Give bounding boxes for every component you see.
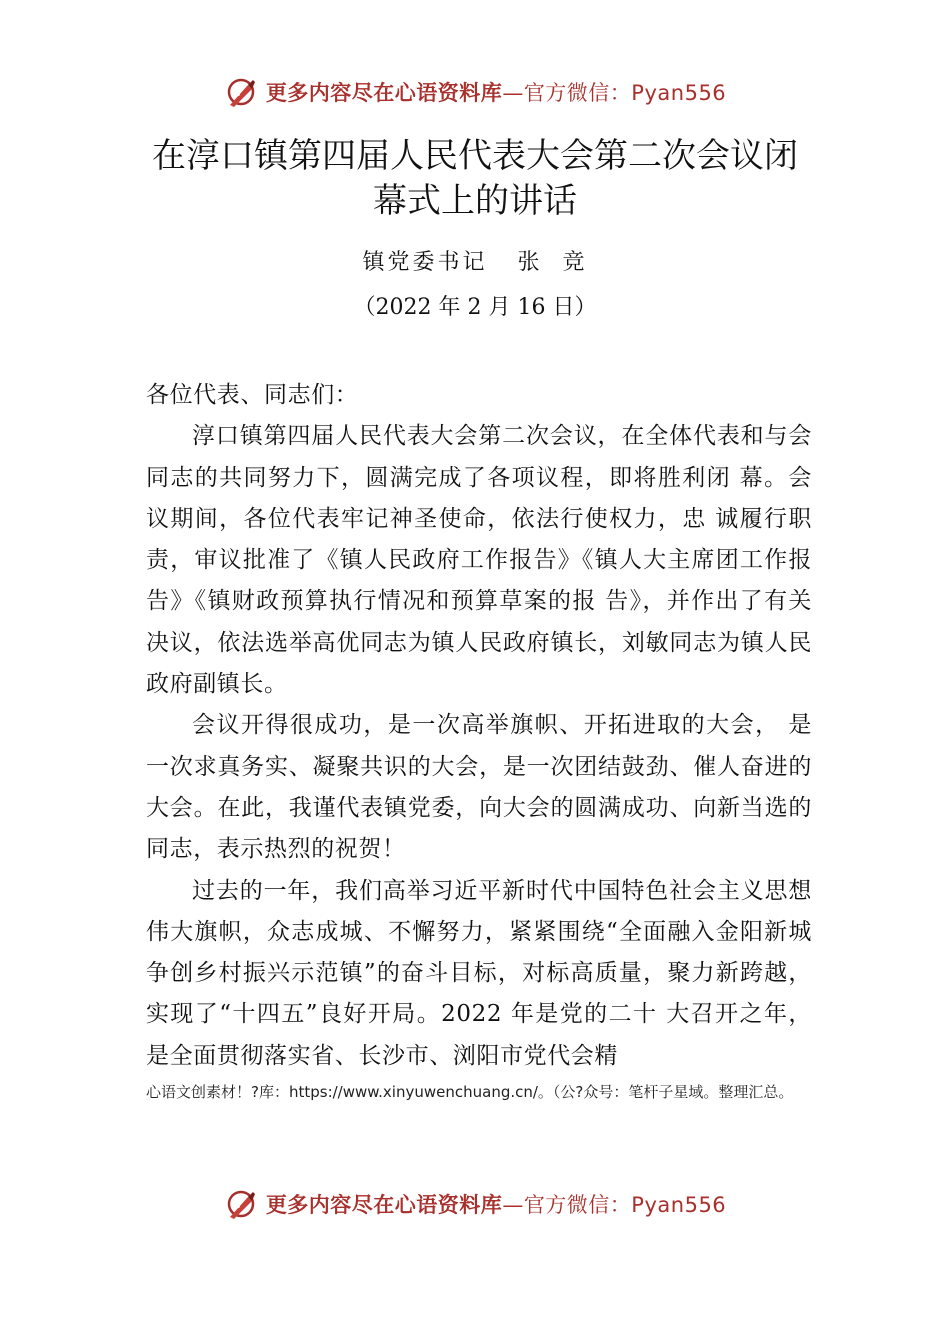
pen-logo-icon bbox=[224, 1187, 258, 1221]
body-paragraph: 淳口镇第四届人民代表大会第二次会议，在全体代表和与会同志的共同努力下，圆满完成了各项议程，即将胜利闭 幕。会议期间，各位代表牢记神圣使命，依法行使权力，忠 诚履行职责，审议批准了《镇人民政府工作报告》《镇人大主席团工作报告》《镇财政预算执行情况和预算草案的报 告》，并作出了有关决议，依法选举高优同志为镇人民政府镇长，刘敏同志为镇人民政府副镇长。 bbox=[146, 423, 812, 698]
document-date: （2022 年 2 月 16 日） bbox=[353, 295, 597, 320]
banner-separator: — bbox=[502, 1193, 524, 1217]
body-paragraph: 会议开得很成功，是一次高举旗帜、开拓进取的大会， 是一次求真务实、凝聚共识的大会，是一次团结鼓劲、催人奋进的大会。在此，我谨代表镇党委，向大会的圆满成功、向新当选的同志，表示热烈的祝贺！ bbox=[146, 712, 812, 863]
pen-logo-icon bbox=[224, 75, 258, 109]
banner-contact: 官方微信：Pyan556 bbox=[523, 81, 727, 105]
document-title: 在淳口镇第四届人民代表大会第二次会议闭幕式上的讲话 bbox=[152, 136, 798, 221]
footer-banner bbox=[0, 1182, 950, 1226]
body-paragraph: 过去的一年，我们高举习近平新时代中国特色社会主义思想伟大旗帜，众志成城、不懈努力，紧紧围绕“全面融入金阳新城 争创乡村振兴示范镇”的奋斗目标，对标高质量，聚力新跨越，实现了“十四五”良好开局。2022 年是党的二十 大召开之年，是全面贯彻落实省、长沙市、浏阳市党代会精 bbox=[146, 877, 812, 1069]
banner-separator: — bbox=[502, 81, 524, 105]
header-banner bbox=[0, 70, 950, 114]
banner-text bbox=[266, 77, 726, 107]
greeting: 各位代表、同志们： bbox=[146, 382, 359, 408]
banner-brand: 更多内容尽在心语资料库 bbox=[265, 81, 503, 105]
banner-text bbox=[266, 1189, 726, 1219]
source-note: 心语文创素材！?库：https://www.xinyuwenchuang.cn/。（公?众号：笔杆子星域。整理汇总。 bbox=[146, 1083, 794, 1101]
banner-contact: 官方微信：Pyan556 bbox=[523, 1193, 727, 1217]
document-body bbox=[146, 375, 812, 1077]
banner-brand: 更多内容尽在心语资料库 bbox=[265, 1193, 503, 1217]
document-author: 镇党委书记 张 竞 bbox=[362, 250, 588, 275]
